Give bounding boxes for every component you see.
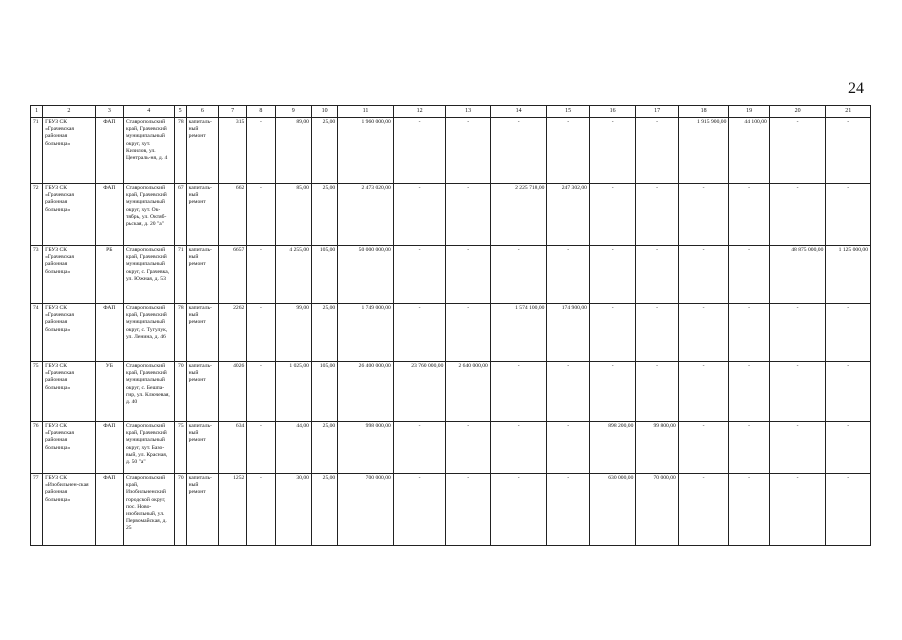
cell-col-2: ГБУЗ СК «Грачевская районная больница» <box>43 422 96 474</box>
cell-col-7: 6657 <box>218 246 246 304</box>
cell-col-3: ФАП <box>95 474 123 546</box>
cell-col-12: - <box>393 422 446 474</box>
cell-col-20: - <box>769 184 826 246</box>
cell-col-19: - <box>729 246 769 304</box>
cell-col-8: - <box>247 474 275 546</box>
cell-col-13: - <box>446 474 490 546</box>
column-number-13: 13 <box>446 106 490 118</box>
cell-col-21: - <box>826 474 871 546</box>
cell-col-17: 99 800,00 <box>636 422 678 474</box>
table-row <box>31 184 871 246</box>
cell-col-4: Ставропольский край, Грачевский муниципальный округ, с. Грачевка, ул. Южная, д. 53 <box>123 246 174 304</box>
cell-col-12: - <box>393 246 446 304</box>
cell-col-12: - <box>393 118 446 184</box>
cell-col-13: 2 640 000,00 <box>446 362 490 422</box>
cell-col-17: 70 000,00 <box>636 474 678 546</box>
table-row <box>31 362 871 422</box>
cell-col-16: - <box>589 246 635 304</box>
column-number-1: 1 <box>31 106 43 118</box>
cell-col-18: - <box>678 246 729 304</box>
cell-col-10: 25,00 <box>311 184 337 246</box>
column-number-4: 4 <box>123 106 174 118</box>
cell-col-11: 26 400 000,00 <box>338 362 394 422</box>
table-body <box>31 106 871 546</box>
cell-col-8: - <box>247 118 275 184</box>
cell-col-21: 1 125 000,00 <box>826 246 871 304</box>
cell-col-11: 998 000,00 <box>338 422 394 474</box>
column-number-21: 21 <box>826 106 871 118</box>
cell-col-4: Ставропольский край, Грачевский муниципальный округ, с. Тугулук, ул. Ленина, д. 46 <box>123 304 174 362</box>
cell-col-18: - <box>678 304 729 362</box>
cell-col-11: 1 749 000,00 <box>338 304 394 362</box>
cell-col-1: 72 <box>31 184 43 246</box>
cell-col-17: - <box>636 304 678 362</box>
cell-col-6: капиталь-ный ремонт <box>186 474 218 546</box>
cell-col-1: 75 <box>31 362 43 422</box>
cell-col-10: 25,00 <box>311 118 337 184</box>
cell-col-15: - <box>547 362 589 422</box>
cell-col-17: - <box>636 118 678 184</box>
cell-col-7: 662 <box>218 184 246 246</box>
column-number-15: 15 <box>547 106 589 118</box>
table-row <box>31 246 871 304</box>
cell-col-16: - <box>589 362 635 422</box>
cell-col-2: ГБУЗ СК «Изобильнен-ская районная больница» <box>43 474 96 546</box>
cell-col-5: 67 <box>174 184 186 246</box>
cell-col-3: ФАП <box>95 118 123 184</box>
cell-col-9: 44,00 <box>275 422 311 474</box>
cell-col-18: 1 915 900,00 <box>678 118 729 184</box>
cell-col-1: 76 <box>31 422 43 474</box>
cell-col-21: - <box>826 362 871 422</box>
cell-col-9: 85,00 <box>275 184 311 246</box>
cell-col-2: ГБУЗ СК «Грачевская районная больница» <box>43 246 96 304</box>
cell-col-14: 2 225 718,00 <box>490 184 547 246</box>
cell-col-19: - <box>729 184 769 246</box>
cell-col-1: 71 <box>31 118 43 184</box>
cell-col-1: 73 <box>31 246 43 304</box>
cell-col-6: капиталь-ный ремонт <box>186 304 218 362</box>
cell-col-3: ФАП <box>95 422 123 474</box>
cell-col-5: 71 <box>174 246 186 304</box>
cell-col-7: 4026 <box>218 362 246 422</box>
cell-col-7: 634 <box>218 422 246 474</box>
cell-col-15: - <box>547 118 589 184</box>
column-number-5: 5 <box>174 106 186 118</box>
cell-col-9: 99,00 <box>275 304 311 362</box>
column-number-10: 10 <box>311 106 337 118</box>
cell-col-16: - <box>589 304 635 362</box>
cell-col-9: 89,00 <box>275 118 311 184</box>
cell-col-19: - <box>729 422 769 474</box>
cell-col-12: - <box>393 184 446 246</box>
cell-col-16: 898 200,00 <box>589 422 635 474</box>
cell-col-7: 2262 <box>218 304 246 362</box>
cell-col-4: Ставропольский край, Грачевский муниципальный округ, хут. Ок-тябрь, ул. Октяб-рьская, д. 20 "а" <box>123 184 174 246</box>
cell-col-16: 630 000,00 <box>589 474 635 546</box>
cell-col-13: - <box>446 118 490 184</box>
cell-col-21: - <box>826 118 871 184</box>
cell-col-6: капиталь-ный ремонт <box>186 422 218 474</box>
cell-col-13: - <box>446 184 490 246</box>
cell-col-15: - <box>547 246 589 304</box>
cell-col-11: 50 000 000,00 <box>338 246 394 304</box>
cell-col-17: - <box>636 246 678 304</box>
cell-col-3: РБ <box>95 246 123 304</box>
cell-col-9: 30,00 <box>275 474 311 546</box>
cell-col-9: 4 255,00 <box>275 246 311 304</box>
cell-col-15: 247 302,00 <box>547 184 589 246</box>
cell-col-16: - <box>589 184 635 246</box>
cell-col-21: - <box>826 422 871 474</box>
column-number-17: 17 <box>636 106 678 118</box>
cell-col-14: - <box>490 118 547 184</box>
column-number-3: 3 <box>95 106 123 118</box>
cell-col-13: - <box>446 304 490 362</box>
cell-col-10: 25,00 <box>311 422 337 474</box>
cell-col-10: 25,00 <box>311 474 337 546</box>
cell-col-2: ГБУЗ СК «Грачевская районная больница» <box>43 362 96 422</box>
cell-col-13: - <box>446 246 490 304</box>
cell-col-16: - <box>589 118 635 184</box>
cell-col-15: - <box>547 474 589 546</box>
column-number-20: 20 <box>769 106 826 118</box>
cell-col-5: 78 <box>174 304 186 362</box>
cell-col-14: 1 574 100,00 <box>490 304 547 362</box>
cell-col-12: 23 760 000,00 <box>393 362 446 422</box>
cell-col-10: 25,00 <box>311 304 337 362</box>
cell-col-8: - <box>247 246 275 304</box>
cell-col-12: - <box>393 474 446 546</box>
cell-col-5: 70 <box>174 362 186 422</box>
cell-col-19: - <box>729 474 769 546</box>
cell-col-20: - <box>769 474 826 546</box>
cell-col-4: Ставропольский край, Грачевский муниципальный округ, с. Бешпа-гир, ул. Ключевая, д. 40 <box>123 362 174 422</box>
cell-col-6: капиталь-ный ремонт <box>186 246 218 304</box>
cell-col-15: - <box>547 422 589 474</box>
cell-col-21: - <box>826 184 871 246</box>
column-number-2: 2 <box>43 106 96 118</box>
cell-col-18: - <box>678 184 729 246</box>
column-number-6: 6 <box>186 106 218 118</box>
column-number-19: 19 <box>729 106 769 118</box>
column-number-8: 8 <box>247 106 275 118</box>
cell-col-1: 74 <box>31 304 43 362</box>
column-number-9: 9 <box>275 106 311 118</box>
cell-col-2: ГБУЗ СК «Грачевская районная больница» <box>43 184 96 246</box>
cell-col-9: 1 025,00 <box>275 362 311 422</box>
cell-col-11: 2 473 020,00 <box>338 184 394 246</box>
cell-col-20: 48 875 000,00 <box>769 246 826 304</box>
cell-col-20: - <box>769 304 826 362</box>
cell-col-6: капиталь-ный ремонт <box>186 184 218 246</box>
cell-col-19: - <box>729 304 769 362</box>
table-row <box>31 118 871 184</box>
cell-col-4: Ставропольский край, Грачевский муниципальный округ, хут. Кизилов, ул. Централь-ня, д. 4 <box>123 118 174 184</box>
cell-col-13: - <box>446 422 490 474</box>
column-number-header <box>31 106 871 118</box>
cell-col-14: - <box>490 474 547 546</box>
cell-col-2: ГБУЗ СК «Грачевская районная больница» <box>43 118 96 184</box>
column-number-16: 16 <box>589 106 635 118</box>
cell-col-5: 78 <box>174 118 186 184</box>
program-table <box>30 105 871 546</box>
cell-col-8: - <box>247 184 275 246</box>
cell-col-12: - <box>393 304 446 362</box>
table-row <box>31 304 871 362</box>
cell-col-17: - <box>636 362 678 422</box>
cell-col-2: ГБУЗ СК «Грачевская районная больница» <box>43 304 96 362</box>
cell-col-8: - <box>247 362 275 422</box>
cell-col-4: Ставропольский край, Изобильненский городской округ, пос. Ново-изобильный, ул. Первомайская, д. 25 <box>123 474 174 546</box>
cell-col-4: Ставропольский край, Грачевский муниципальный округ, хут. Базо-вый, ул. Красная, д. 50 "а" <box>123 422 174 474</box>
cell-col-21: - <box>826 304 871 362</box>
page-number: 24 <box>848 80 864 97</box>
cell-col-3: УБ <box>95 362 123 422</box>
cell-col-7: 315 <box>218 118 246 184</box>
cell-col-14: - <box>490 362 547 422</box>
cell-col-10: 105,00 <box>311 362 337 422</box>
cell-col-11: 700 000,00 <box>338 474 394 546</box>
column-number-11: 11 <box>338 106 394 118</box>
column-number-12: 12 <box>393 106 446 118</box>
cell-col-18: - <box>678 474 729 546</box>
cell-col-17: - <box>636 184 678 246</box>
cell-col-1: 77 <box>31 474 43 546</box>
cell-col-18: - <box>678 422 729 474</box>
cell-col-18: - <box>678 362 729 422</box>
cell-col-3: ФАП <box>95 184 123 246</box>
cell-col-10: 105,00 <box>311 246 337 304</box>
cell-col-6: капиталь-ный ремонт <box>186 362 218 422</box>
column-number-14: 14 <box>490 106 547 118</box>
table-row <box>31 474 871 546</box>
cell-col-14: - <box>490 246 547 304</box>
column-number-7: 7 <box>218 106 246 118</box>
cell-col-5: 75 <box>174 422 186 474</box>
column-number-18: 18 <box>678 106 729 118</box>
cell-col-3: ФАП <box>95 304 123 362</box>
cell-col-19: - <box>729 362 769 422</box>
cell-col-14: - <box>490 422 547 474</box>
cell-col-20: - <box>769 118 826 184</box>
cell-col-8: - <box>247 304 275 362</box>
cell-col-20: - <box>769 422 826 474</box>
cell-col-8: - <box>247 422 275 474</box>
cell-col-20: - <box>769 362 826 422</box>
cell-col-19: 44 100,00 <box>729 118 769 184</box>
table-row <box>31 422 871 474</box>
cell-col-7: 1252 <box>218 474 246 546</box>
cell-col-11: 1 960 000,00 <box>338 118 394 184</box>
cell-col-6: капиталь-ный ремонт <box>186 118 218 184</box>
cell-col-15: 174 900,00 <box>547 304 589 362</box>
cell-col-5: 70 <box>174 474 186 546</box>
